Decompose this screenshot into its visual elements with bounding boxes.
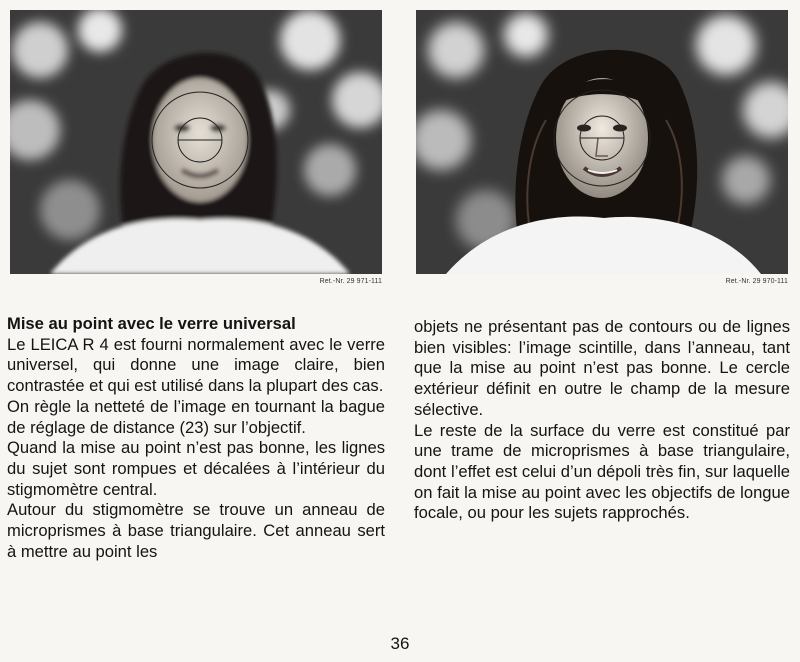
- paragraph: Autour du stigmomètre se trouve un anneau de microprismes à base triangulaire. Cet anneau sert à mettre au point les: [7, 500, 385, 561]
- paragraph: Quand la mise au point n’est pas bonne, les lignes du sujet sont rompues et décalées à l’intérieur du stigmomètre central.: [7, 438, 385, 499]
- portrait-illustration-sharp: [416, 10, 788, 274]
- paragraph: Le reste de la surface du verre est constitué par une trame de microprismes à base triangulaire, dont l’effet est celui d’un dépoli très fin, sur laquelle on fait la mise au point avec les objectifs de longue focale, ou pour les sujets rapprochés.: [414, 420, 790, 523]
- photo-reference-right: Ret.-Nr. 29 970-111: [725, 278, 788, 285]
- section-heading: Mise au point avec le verre universal: [7, 314, 296, 333]
- paragraph: objets ne présentant pas de contours ou de lignes bien visibles: l’image scintille, dans l’anneau, tant que la mise au point n’est pas bonne. Le cercle extérieur définit en outre le champ de la mesure sélective.: [414, 317, 790, 419]
- text-column-right: [414, 317, 790, 524]
- photo-in-focus: [416, 10, 788, 274]
- page-number: 36: [390, 634, 410, 653]
- photo-out-of-focus: [10, 10, 382, 274]
- paragraph: Le LEICA R 4 est fourni normalement avec le verre universel, qui donne une image claire, bien contrastée et qui est utilisé dans la plupart des cas.: [7, 334, 385, 396]
- paragraph: On règle la netteté de l’image en tournant la bague de réglage de distance (23) sur l’objectif.: [7, 396, 385, 437]
- portrait-illustration-blurred: [10, 10, 382, 274]
- photo-reference-left: Ret.-Nr. 29 971-111: [319, 278, 382, 285]
- text-column-left: [7, 314, 385, 562]
